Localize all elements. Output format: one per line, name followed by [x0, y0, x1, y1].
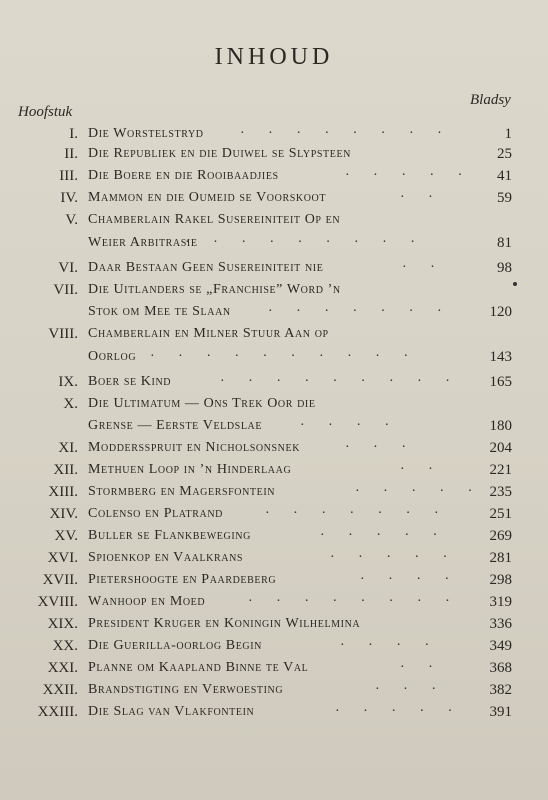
toc-page-cell	[0, 482, 548, 502]
toc-page-cell	[0, 188, 548, 208]
chapter-title: Pietershoogte en Paardeberg	[88, 572, 277, 587]
page-number: 281	[489, 550, 512, 566]
chapter-title: Stormberg en Magersfontein	[88, 484, 276, 499]
page-number: 235	[489, 484, 512, 500]
leader-dots: · · · · · · · · ·	[185, 235, 425, 250]
chapter-title: Chamberlain en Milner Stuur Aan op	[88, 326, 329, 341]
chapter-title: Daar Bestaan Geen Susereiniteit nie	[88, 260, 324, 275]
chapter-number: VII.	[53, 282, 78, 298]
leader-dots: · ·	[400, 660, 443, 675]
page-number: 368	[489, 660, 512, 676]
page-number: 349	[489, 638, 512, 654]
chapter-title: Planne om Kaapland Binne te Val	[88, 660, 309, 675]
toc-page-cell	[0, 258, 548, 278]
chapter-title-continued: Weier Arbitrasie	[88, 235, 198, 250]
leader-dots: · · · ·	[340, 638, 440, 653]
toc-page-cell	[0, 504, 548, 524]
page-number: 41	[497, 168, 512, 184]
chapter-number: XXIII.	[37, 704, 78, 720]
toc-entry	[0, 324, 548, 344]
chapter-number: III.	[59, 168, 78, 184]
page-number: 319	[489, 594, 512, 610]
page-number: 180	[489, 418, 512, 434]
toc-page-cell	[0, 614, 548, 634]
chapter-number: XX.	[52, 638, 78, 654]
toc-page-cell	[0, 438, 548, 458]
page-number: 382	[489, 682, 512, 698]
toc-page-cell	[0, 702, 548, 722]
leader-dots: · · · · · · · ·	[248, 594, 460, 609]
page-number: 221	[489, 462, 512, 478]
chapter-number: IX.	[58, 374, 78, 390]
page-column-label: Bladsy	[470, 92, 511, 108]
chapter-number: XIII.	[48, 484, 78, 500]
leader-dots: · · · · ·	[355, 484, 483, 499]
chapter-number: XVII.	[42, 572, 78, 588]
chapter-title: Chamberlain Rakel Susereiniteit Op en	[88, 212, 341, 227]
toc-page-cell	[0, 658, 548, 678]
leader-dots: · · ·	[375, 682, 446, 697]
chapter-number: XIX.	[47, 616, 78, 632]
chapter-title: Brandstigting en Verwoesting	[88, 682, 284, 697]
toc-page-cell	[0, 302, 548, 322]
page-number: 165	[489, 374, 512, 390]
chapter-title: Die Worstelstryd	[88, 126, 204, 141]
chapter-title: Boer se Kind	[88, 374, 172, 389]
chapter-number: XIV.	[49, 506, 78, 522]
page-number: 25	[497, 146, 512, 162]
page-number: 1	[504, 126, 512, 142]
chapter-number: I.	[69, 126, 78, 142]
toc-entry	[0, 280, 548, 300]
toc-page-cell	[0, 592, 548, 612]
print-fleck	[513, 282, 517, 286]
leader-dots: · · · · ·	[345, 168, 473, 183]
page-number: 298	[489, 572, 512, 588]
chapter-number: X.	[63, 396, 78, 412]
toc-page-cell	[0, 636, 548, 656]
leader-dots: · · · ·	[360, 572, 460, 587]
chapter-title: Wanhoop en Moed	[88, 594, 206, 609]
chapter-title: Mammon en die Oumeid se Voorskoot	[88, 190, 327, 205]
chapter-number: XII.	[53, 462, 78, 478]
chapter-number: XXII.	[42, 682, 78, 698]
chapter-title: Die Ultimatum — Ons Trek Oor die	[88, 396, 316, 411]
chapter-number: XI.	[58, 440, 78, 456]
chapter-number: VIII.	[48, 326, 78, 342]
page-number: 120	[489, 304, 512, 320]
toc-page-cell	[0, 347, 548, 367]
leader-dots: · · · · ·	[335, 704, 463, 719]
leader-dots: · · ·	[345, 440, 416, 455]
leader-dots: · · · · · · · · ·	[220, 374, 460, 389]
toc-page-cell	[0, 570, 548, 590]
page-number: 81	[497, 235, 512, 251]
chapter-title-continued: Grense — Eerste Veldslae	[88, 418, 263, 433]
page-number: 269	[489, 528, 512, 544]
chapter-title: Moddersspruit en Nicholsonsnek	[88, 440, 301, 455]
chapter-title: Die Republiek en die Duiwel se Slypsteen	[88, 146, 351, 161]
chapter-column-label: Hoofstuk	[18, 104, 73, 120]
page-number: 204	[489, 440, 512, 456]
leader-dots: · · · · · · ·	[265, 506, 449, 521]
toc-page-cell	[0, 144, 548, 164]
leader-dots: · · · · · · · · · ·	[150, 349, 419, 364]
chapter-number: IV.	[60, 190, 78, 206]
chapter-title: Die Uitlanders se „Franchise” Word ’n	[88, 282, 341, 297]
toc-entry	[0, 210, 548, 230]
chapter-title: Methuen Loop in ’n Hinderlaag	[88, 462, 292, 477]
leader-dots: · ·	[400, 462, 443, 477]
chapter-title: President Kruger en Koningin Wilhelmina	[88, 616, 361, 631]
toc-page-cell	[0, 680, 548, 700]
leader-dots: · · · · · · · ·	[240, 126, 452, 141]
page-number: 336	[489, 616, 512, 632]
leader-dots: · · · ·	[300, 418, 400, 433]
page-number: 251	[489, 506, 512, 522]
page-number: 98	[497, 260, 512, 276]
toc-page-cell	[0, 124, 548, 144]
page-number: 391	[489, 704, 512, 720]
leader-dots: · · · · ·	[330, 550, 458, 565]
toc-entry	[0, 394, 548, 414]
chapter-title: Die Boere en die Rooibaadjies	[88, 168, 279, 183]
chapter-title-continued: Oorlog	[88, 349, 137, 364]
chapter-number: XVIII.	[37, 594, 78, 610]
toc-page-cell	[0, 526, 548, 546]
leader-dots: · ·	[400, 190, 443, 205]
leader-dots: · · · · · · ·	[268, 304, 452, 319]
toc-page-cell	[0, 416, 548, 436]
page-number: 59	[497, 190, 512, 206]
chapter-title: Colenso en Platrand	[88, 506, 223, 521]
chapter-title: Spioenkop en Vaalkrans	[88, 550, 244, 565]
chapter-title: Die Slag van Vlakfontein	[88, 704, 255, 719]
leader-dots: · · · · ·	[320, 528, 448, 543]
chapter-number: XV.	[54, 528, 78, 544]
chapter-title: Die Guerilla-oorlog Begin	[88, 638, 262, 653]
leader-dots: · ·	[402, 260, 445, 275]
page-number: 143	[489, 349, 512, 365]
chapter-number: XVI.	[47, 550, 78, 566]
page-title: INHOUD	[214, 44, 334, 70]
toc-page-cell	[0, 460, 548, 480]
toc-page-cell	[0, 548, 548, 568]
chapter-number: II.	[64, 146, 78, 162]
toc-page-cell	[0, 166, 548, 186]
chapter-number: V.	[65, 212, 78, 228]
chapter-number: XXI.	[47, 660, 78, 676]
toc-page-cell	[0, 372, 548, 392]
chapter-title-continued: Stok om Mee te Slaan	[88, 304, 231, 319]
chapter-title: Buller se Flankbeweging	[88, 528, 251, 543]
toc-page-cell	[0, 233, 548, 253]
chapter-number: VI.	[58, 260, 78, 276]
